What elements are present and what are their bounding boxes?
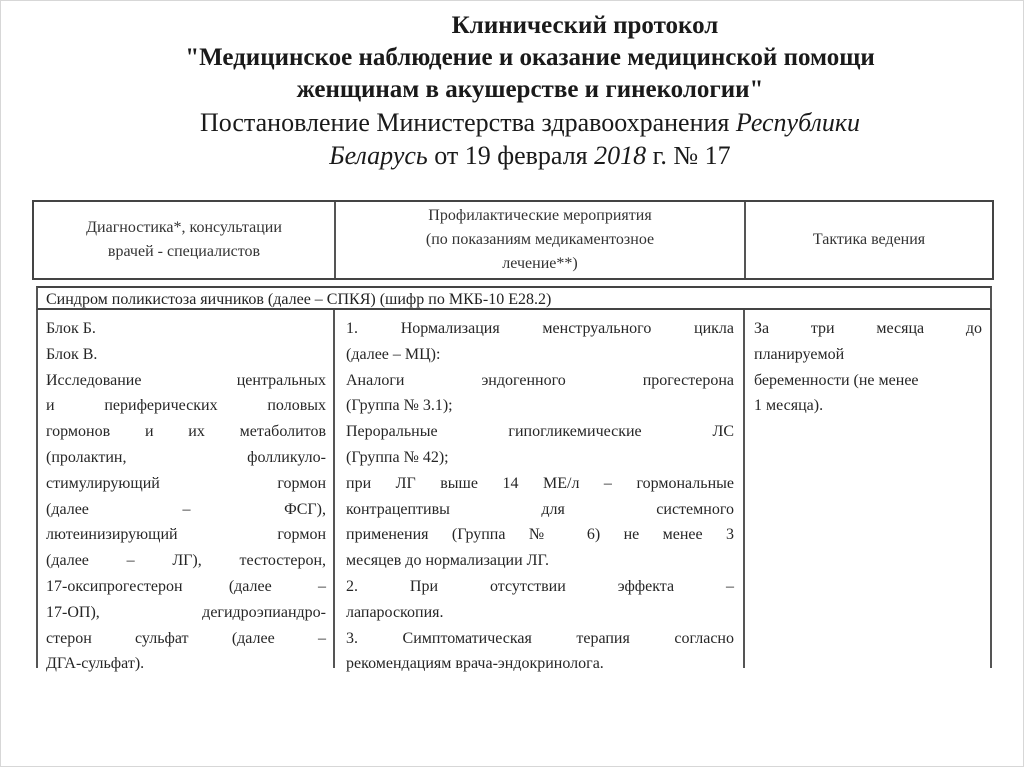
col1-line: лютеинизирующий гормон xyxy=(46,526,326,544)
header-col-tactics xyxy=(746,202,992,278)
col1-line: стерон сульфат (далее – xyxy=(46,629,326,647)
title-line-5 xyxy=(40,139,1020,172)
col2-line: месяцев до нормализации ЛГ. xyxy=(346,552,549,570)
col2-line: контрацептивы для системного xyxy=(346,500,734,518)
title-line-5d: г. № 17 xyxy=(646,141,731,170)
title-line-4 xyxy=(40,106,1020,139)
col2-line: (далее – МЦ): xyxy=(346,345,441,363)
col2-line: Пероральные гипогликемические ЛС xyxy=(346,423,734,441)
header-col-diagnostics xyxy=(34,202,334,278)
title-line-3: женщинам в акушерстве и гинекологии" xyxy=(296,76,764,103)
col3-line: беременности (не менее xyxy=(754,371,919,389)
header-col1-line-1: Диагностика*, консультации xyxy=(86,219,282,236)
col1-line: (пролактин, фолликуло- xyxy=(46,448,326,466)
col2-line: рекомендациям врача-эндокринолога. xyxy=(346,655,604,673)
header-col2-line-2: (по показаниям медикаментозное xyxy=(425,231,655,248)
syndrome-row: Синдром поликистоза яичников (далее – СПКЯ) (шифр по МКБ-10 Е28.2) xyxy=(36,286,992,310)
col3-line: планируемой xyxy=(754,345,845,363)
col-prevention-content xyxy=(346,316,734,677)
body-right-border xyxy=(990,310,992,668)
col1-line: 17-оксипрогестерон (далее – xyxy=(46,577,326,595)
col1-line: стимулирующий гормон xyxy=(46,474,326,492)
col-diagnostics-content xyxy=(46,316,326,677)
col2-line: 3. Симптоматическая терапия согласно xyxy=(346,629,734,647)
col1-line: Блок В. xyxy=(46,345,98,363)
col2-line: 1. Нормализация менструального цикла xyxy=(346,320,734,337)
col3-line: 1 месяца). xyxy=(754,397,824,415)
header-col2-line-3: лечение**) xyxy=(502,255,578,272)
title-line-2: "Медицинское наблюдение и оказание медицинской помощи xyxy=(185,44,875,71)
header-col2-line-1: Профилактические мероприятия xyxy=(428,207,652,224)
col1-line: и периферических половых xyxy=(46,397,326,415)
document-title xyxy=(40,10,1020,172)
col2-line: применения (Группа № 6) не менее 3 xyxy=(346,526,734,544)
col2-line: при ЛГ выше 14 МЕ/л – гормональные xyxy=(346,474,734,492)
header-col3-line-1: Тактика ведения xyxy=(812,231,926,248)
col3-line: За три месяца до xyxy=(754,320,982,337)
col1-line: (далее – ЛГ), тестостерон, xyxy=(46,552,326,570)
col2-line: (Группа № 42); xyxy=(346,448,449,466)
col1-line: Блок Б. xyxy=(46,320,96,337)
title-line-5a: Беларусь xyxy=(329,141,428,170)
title-line-4a: Постановление Министерства здравоохранения xyxy=(199,108,736,137)
col1-line: гормонов и их метаболитов xyxy=(46,423,326,441)
col1-line: ДГА-сульфат). xyxy=(46,655,145,673)
title-line-1: Клинический протокол xyxy=(451,12,719,39)
title-line-4b: Республики xyxy=(735,108,861,137)
col1-line: Исследование центральных xyxy=(46,371,326,389)
col2-line: Аналоги эндогенного прогестерона xyxy=(346,371,734,389)
col2-line: 2. При отсутствии эффекта – xyxy=(346,577,734,595)
title-line-5c: 2018 xyxy=(594,141,647,170)
title-line-5b: от 19 февраля xyxy=(427,141,595,170)
body-left-border xyxy=(36,310,38,668)
col2-line: лапароскопия. xyxy=(346,603,444,621)
table-header xyxy=(32,200,994,280)
col-tactics-content xyxy=(754,316,982,419)
col2-line: (Группа № 3.1); xyxy=(346,397,453,415)
protocol-table-scan xyxy=(30,198,996,673)
header-col-prevention xyxy=(336,202,744,278)
header-col1-line-2: врачей - специалистов xyxy=(107,243,261,260)
body-divider-1 xyxy=(333,310,335,668)
col1-line: 17-ОП), дегидроэпиандро- xyxy=(46,603,326,621)
body-divider-2 xyxy=(743,310,745,668)
col1-line: (далее – ФСГ), xyxy=(46,500,326,518)
